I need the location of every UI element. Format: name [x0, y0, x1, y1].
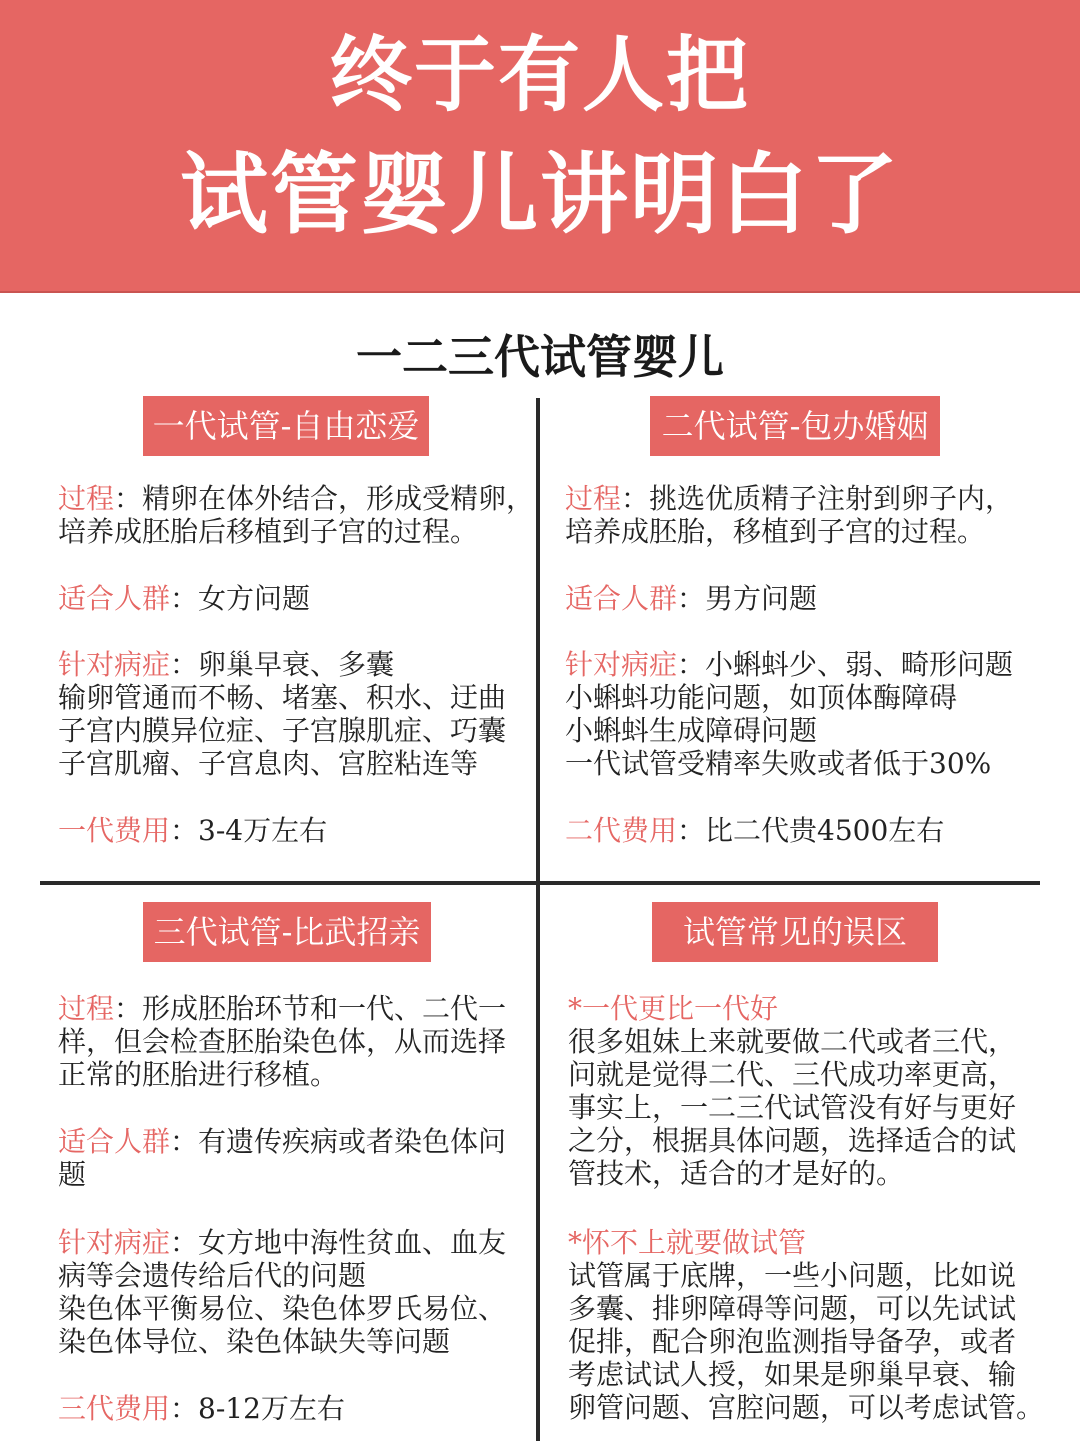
q1-group [58, 582, 310, 615]
q1-disease-line: 输卵管通而不畅、堵塞、积水、迂曲 [58, 681, 507, 714]
q2-disease-line: 小蝌蚪生成障碍问题 [565, 714, 818, 747]
banner-title-line1: 终于有人把 [329, 28, 750, 123]
horizontal-divider [40, 881, 1040, 885]
q2-content: 过程：挑选优质精子注射到卵子内， 培养成胚胎，移植到子宫的过程。 [565, 482, 1014, 548]
q2-group-text: ：男方问题 [677, 582, 818, 615]
q4-myth1-line: 管技术，适合的才是好的。 [568, 1157, 905, 1190]
q1-process-line: 过程：精卵在体外结合，形成受精卵， [58, 482, 535, 515]
q2-process-line: 培养成胚胎，移植到子宫的过程。 [565, 515, 986, 548]
q3-disease: 针对病症：女方地中海性贫血、血友 病等会遗传给后代的问题 染色体平衡易位、染色体罗氏易位、 染色体导位、染色体缺失等问题 [58, 1226, 507, 1358]
q4-myth1-line: 之分，根据具体问题，选择适合的试 [568, 1124, 1017, 1157]
q3-cost-label: 三代费用 [58, 1392, 171, 1425]
q2-cost [565, 814, 944, 847]
q3-cost-text: ：8-12万左右 [170, 1392, 345, 1425]
q4-myth1 [568, 992, 1016, 1190]
title-banner [0, 0, 1080, 293]
q1-process-line: 培养成胚胎后移植到子宫的过程。 [58, 515, 479, 548]
q2-disease-label: 针对病症 [565, 648, 678, 681]
q4-myth2-line: 考虑试试人授，如果是卵巢早衰、输 [568, 1358, 1017, 1391]
q4-myth1-line: 很多姐妹上来就要做二代或者三代， [568, 1025, 1017, 1058]
q2-disease-line: 小蝌蚪功能问题，如顶体酶障碍 [565, 681, 958, 714]
q2-tag: 二代试管-包办婚姻 [650, 396, 940, 456]
q3-process-line: 正常的胚胎进行移植。 [58, 1058, 339, 1091]
q3-group-label: 适合人群 [58, 1125, 171, 1158]
q1-tag: 一代试管-自由恋爱 [143, 396, 429, 456]
q3-process-line: 样，但会检查胚胎染色体，从而选择 [58, 1025, 507, 1058]
q4-myth2-line: 多囊、排卵障碍等问题，可以先试试 [568, 1292, 1017, 1325]
q1-content [58, 482, 534, 548]
q4-myth2-line: 促排，配合卵泡监测指导备孕，或者 [568, 1325, 1017, 1358]
q4-myth1-line: 问就是觉得二代、三代成功率更高， [568, 1058, 1017, 1091]
q1-disease: 针对病症：卵巢早衰、多囊 输卵管通而不畅、堵塞、积水、迂曲 子宫内膜异位症、子宫腺肌症、巧囊 子宫肌瘤、子宫息肉、宫腔粘连等 [58, 648, 507, 780]
q1-disease-label: 针对病症 [58, 648, 171, 681]
q1-cost-text: ：3-4万左右 [170, 814, 328, 847]
q1-cost [58, 814, 327, 847]
q2-disease: 针对病症：小蝌蚪少、弱、畸形问题 小蝌蚪功能问题，如顶体酶障碍 小蝌蚪生成障碍问题 一代试管受精率失败或者低于30% [565, 648, 1014, 780]
q4-myth2-line: 卵管问题、宫腔问题，可以考虑试管。 [568, 1391, 1045, 1424]
q1-cost-label: 一代费用 [58, 814, 171, 847]
q3-disease-line: 病等会遗传给后代的问题 [58, 1259, 367, 1292]
q3-process-label: 过程 [58, 992, 115, 1025]
q2-cost-label: 二代费用 [565, 814, 678, 847]
q4-tag: 试管常见的误区 [652, 902, 938, 962]
q2-disease-line: 一代试管受精率失败或者低于30% [565, 747, 992, 780]
q1-disease-line: 子宫肌瘤、子宫息肉、宫腔粘连等 [58, 747, 479, 780]
q3-disease-line: 染色体导位、染色体缺失等问题 [58, 1325, 451, 1358]
q1-process-label: 过程 [58, 482, 115, 515]
banner-title-line2: 试管婴儿讲明白了 [179, 143, 900, 246]
q3-disease-line: 染色体平衡易位、染色体罗氏易位、 [58, 1292, 507, 1325]
q2-group [565, 582, 817, 615]
q4-myth1-title: *一代更比一代好 [568, 992, 779, 1025]
q2-process-label: 过程 [565, 482, 622, 515]
q3-group: 适合人群：有遗传疾病或者染色体问 题 [58, 1125, 507, 1191]
q1-group-text: ：女方问题 [170, 582, 311, 615]
q2-group-label: 适合人群 [565, 582, 678, 615]
q4-myth2-line: 试管属于底牌，一些小问题，比如说 [568, 1259, 1017, 1292]
q3-disease-label: 针对病症 [58, 1226, 171, 1259]
q3-process: 过程：形成胚胎环节和一代、二代一 样，但会检查胚胎染色体，从而选择 正常的胚胎进行移植。 [58, 992, 507, 1091]
q1-disease-line: 子宫内膜异位症、子宫腺肌症、巧囊 [58, 714, 507, 747]
q4-myth2-title: *怀不上就要做试管 [568, 1226, 807, 1259]
q3-cost [58, 1392, 345, 1425]
q4-myth2 [568, 1226, 1044, 1424]
q4-myth1-line: 事实上，一二三代试管没有好与更好 [568, 1091, 1017, 1124]
vertical-divider [536, 398, 540, 1441]
q3-group-line: 题 [58, 1158, 87, 1191]
q1-group-label: 适合人群 [58, 582, 171, 615]
q2-cost-text: ：比二代贵4500左右 [677, 814, 945, 847]
section-title: 一二三代试管婴儿 [356, 330, 724, 384]
q3-tag: 三代试管-比武招亲 [143, 902, 431, 962]
